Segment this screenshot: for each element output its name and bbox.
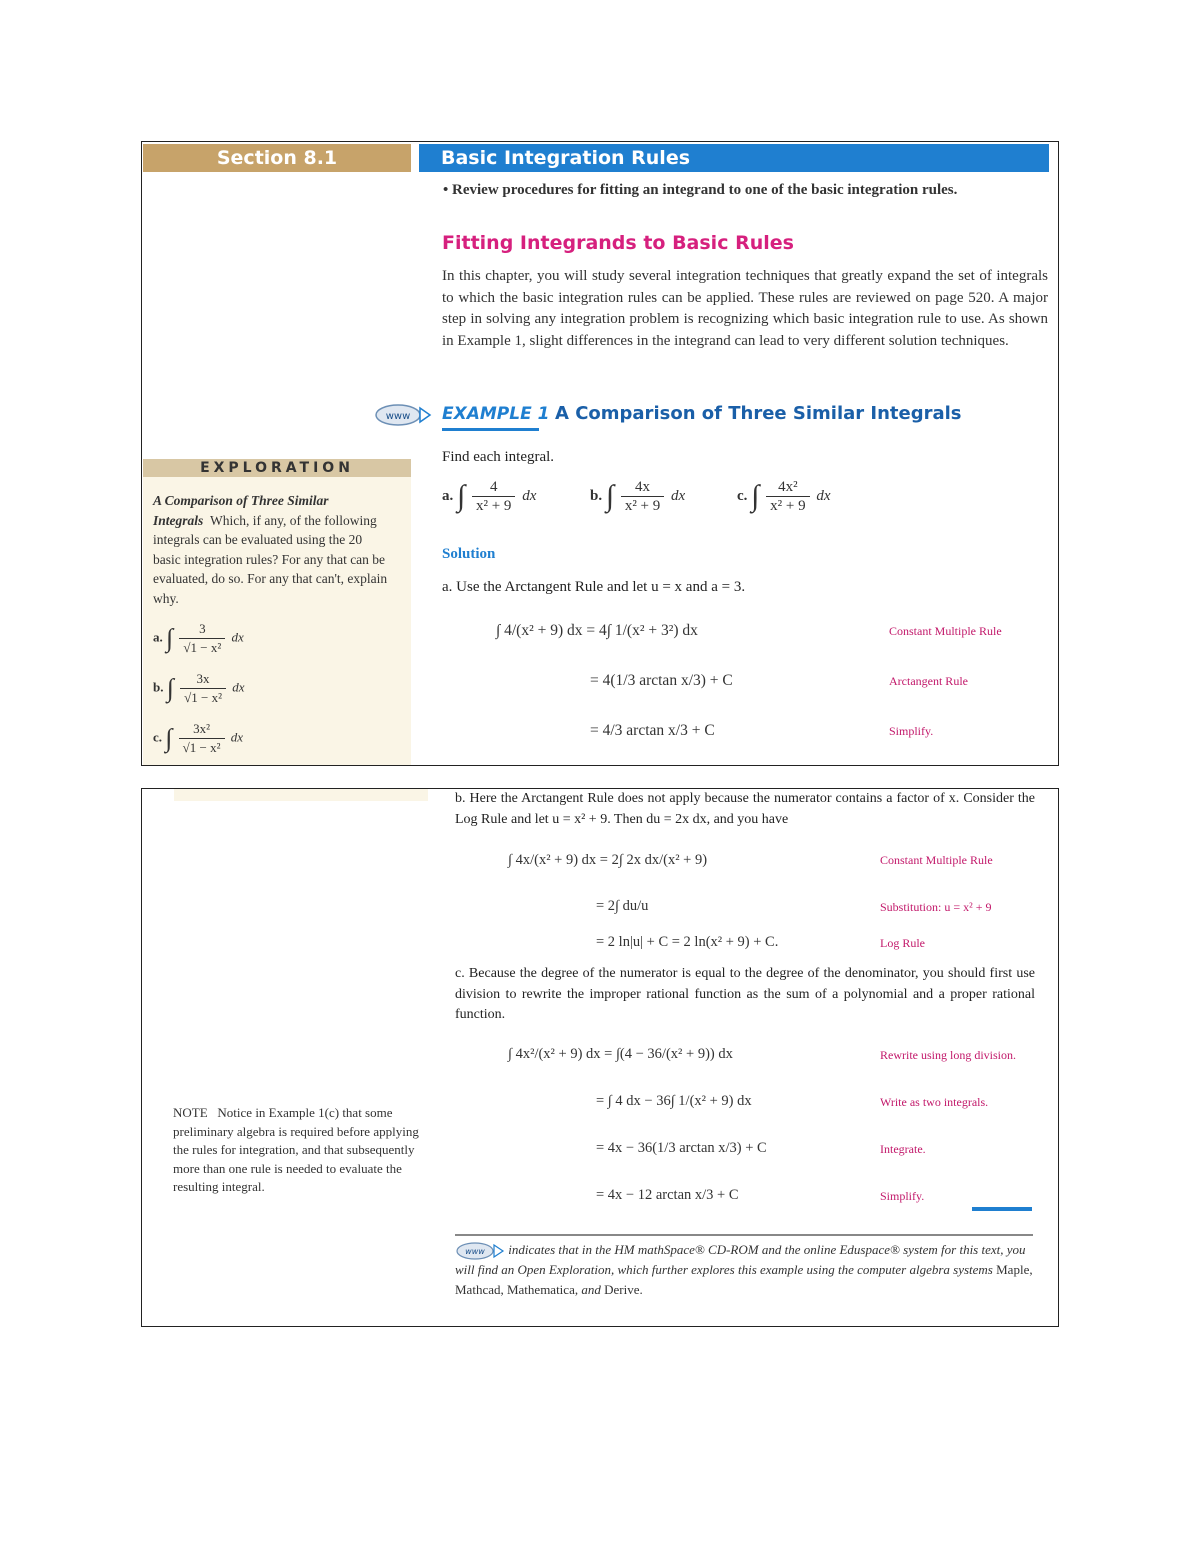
www-icon-small[interactable] [455, 1242, 505, 1260]
part-b-ann-1: Constant Multiple Rule [880, 853, 993, 867]
part-a-step-2: = 4(1/3 arctan x/3) + C [590, 672, 733, 689]
svg-text:www: www [385, 411, 411, 422]
part-b-ann-3: Log Rule [880, 936, 925, 950]
part-a-ann-3: Simplify. [889, 724, 934, 738]
example-label: EXAMPLE 1 [442, 404, 550, 424]
example-part-c: c. ∫ $\frac{\text{4x²}}{\text{x² + 9}}$ dx [737, 479, 831, 514]
part-c-ann-2: Write as two integrals. [880, 1095, 989, 1109]
example-underline [442, 428, 539, 431]
svg-text:www: www [465, 1247, 485, 1257]
part-a-ann-1: Constant Multiple Rule [889, 624, 1002, 638]
example-prompt: Find each integral. [442, 449, 555, 465]
exploration-item-c: c. ∫ $\frac{\text{3x²}}{\text{√1 − x²}}$ dx [153, 721, 244, 755]
example-part-b: b. ∫ $\frac{4x}{\text{x² + 9}}$ dx [590, 479, 686, 514]
exploration-item-a: a. ∫ $\frac{3}{\text{√1 − x²}}$ dx [153, 621, 244, 655]
example-title: A Comparison of Three Similar Integrals [555, 403, 962, 424]
part-c-step-4: = 4x − 12 arctan x/3 + C [596, 1187, 739, 1203]
part-a-step-3: = 4/3 arctan x/3 + C [590, 722, 715, 739]
objective: • Review procedures for fitting an integrand to one of the basic integration rules. [443, 182, 958, 198]
part-c-step-1: ∫ 4x²/(x² + 9) dx = ∫(4 − 36/(x² + 9)) dx [508, 1046, 733, 1062]
example-part-a: a. ∫ $\frac{4}{\text{x² + 9}}$ dx [442, 479, 537, 514]
part-b-text: b. Here the Arctangent Rule does not apply because the numerator contains a factor of x. Consider the Log Rule and let u = x² + 9. Then du = 2x dx, and you have [455, 791, 1035, 827]
part-b-ann-2: Substitution: u = x² + 9 [880, 900, 992, 914]
example-end-marker [972, 1207, 1032, 1211]
footer-text: www indicates that in the HM mathSpace® CD-ROM and the online Eduspace® system for this text, you will find an Open Exploration, which further explores this example using the computer algebra systems Maple, Mathcad, Mathematica, and Derive. [455, 1242, 1033, 1298]
exploration-text: A Comparison of Three Similar Integrals Which, if any, of the following integrals can be evaluated using the 20 basic integration rules? For any that can be evaluated, do so. For any that can't, explain why. [153, 493, 388, 606]
part-a-step-1: ∫ 4/(x² + 9) dx = 4∫ 1/(x² + 3²) dx [496, 622, 698, 639]
part-a-text: a. Use the Arctangent Rule and let u = x and a = 3. [442, 579, 746, 595]
solution-label: Solution [442, 546, 496, 562]
fitting-paragraph: In this chapter, you will study several integration techniques that greatly expand the set of integrals to which the basic integration rules can be applied. These rules are reviewed on page 520. A major step in solving any integration problem is recognizing which basic integration rule to use. As shown in Example 1, slight differences in the integrand can lead to very different solution techniques. [442, 268, 1048, 349]
exploration-heading: EXPLORATION [143, 459, 411, 477]
section-label: Section 8.1 [143, 144, 411, 172]
footer-rule [455, 1234, 1033, 1236]
part-c-step-3: = 4x − 36(1/3 arctan x/3) + C [596, 1140, 767, 1156]
part-a-ann-2: Arctangent Rule [889, 674, 968, 688]
part-b-step-3: = 2 ln|u| + C = 2 ln(x² + 9) + C. [596, 934, 779, 950]
www-icon[interactable] [374, 403, 432, 427]
part-c-ann-4: Simplify. [880, 1189, 925, 1203]
section-title: Basic Integration Rules [419, 144, 1049, 172]
part-c-text: c. Because the degree of the numerator is equal to the degree of the denominator, you should first use division to rewrite the improper rational function as the sum of a polynomial and a proper rational function. [455, 966, 1035, 1022]
part-c-step-2: = ∫ 4 dx − 36∫ 1/(x² + 9) dx [596, 1093, 752, 1109]
exploration-item-b: b. ∫ $\frac{3x}{\text{√1 − x²}}$ dx [153, 671, 245, 705]
part-b-step-1: ∫ 4x/(x² + 9) dx = 2∫ 2x dx/(x² + 9) [508, 852, 708, 868]
part-c-ann-3: Integrate. [880, 1142, 926, 1156]
fitting-heading: Fitting Integrands to Basic Rules [442, 232, 794, 254]
part-b-step-2: = 2∫ du/u [596, 898, 649, 914]
exploration-box-continued [174, 789, 428, 801]
part-c-ann-1: Rewrite using long division. [880, 1048, 1016, 1062]
note: NOTE Notice in Example 1(c) that some preliminary algebra is required before applying the rules for integration, and that subsequently more than one rule is needed to evaluate the resulting integral. [173, 1105, 419, 1194]
